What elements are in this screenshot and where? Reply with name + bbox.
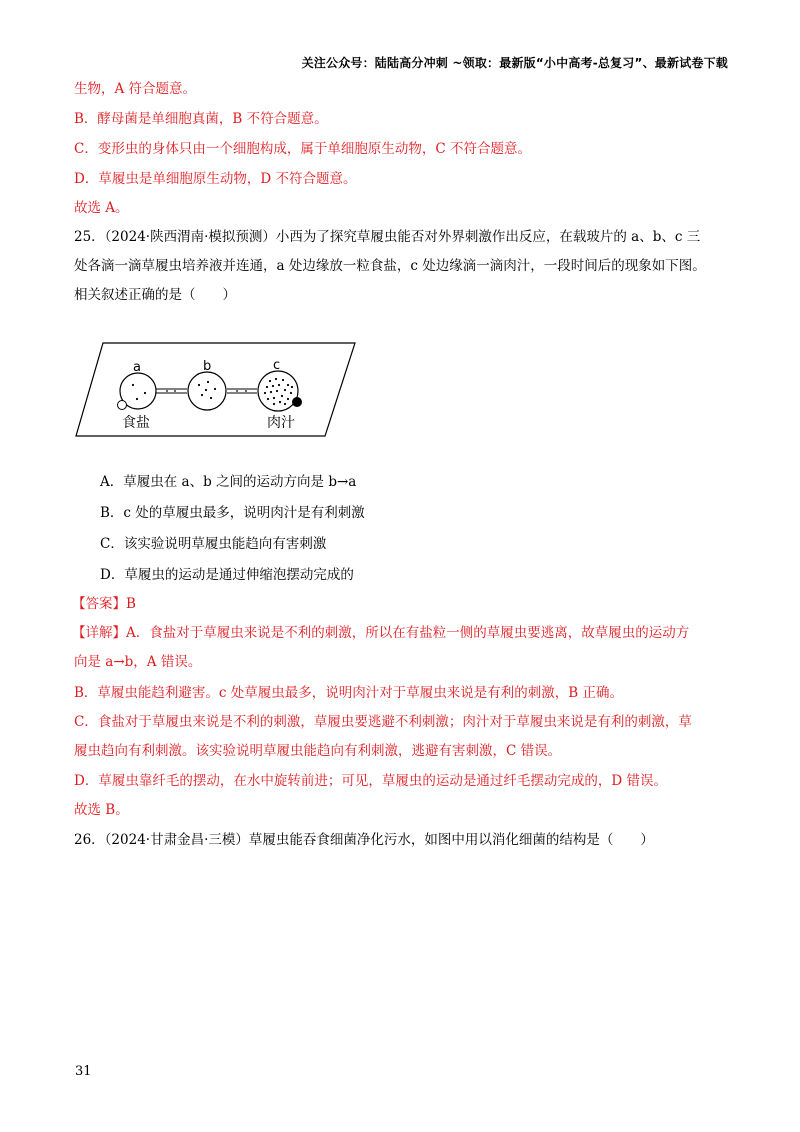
q25-explanation-line: 向是 a→b，A 错误。 <box>74 654 202 670</box>
q25-stem-line: 25．（2024·陕西渭南·模拟预测）小西为了探究草履虫能否对外界刺激作出反应，在载玻片的 a、b、c 三 <box>74 229 701 245</box>
page-number: 31 <box>75 1064 92 1079</box>
prev-explanation-line: C．变形虫的身体只由一个细胞构成，属于单细胞原生动物，C 不符合题意。 <box>74 141 531 157</box>
q25-stem-line: 相关叙述正确的是（ ） <box>74 287 236 303</box>
slide-diagram <box>75 338 360 438</box>
q25-explanation-line: B．草履虫能趋利避害。c 处草履虫最多，说明肉汁对于草履虫来说是有利的刺激，B 正确。 <box>74 685 623 701</box>
q25-option-d: D．草履虫的运动是通过伸缩泡摆动完成的 <box>100 567 354 583</box>
salt-grain <box>118 401 127 410</box>
q25-answer: 【答案】B <box>72 596 136 612</box>
label-b: b <box>203 359 212 374</box>
broth-drop <box>292 397 302 407</box>
q25-option-c: C．该实验说明草履虫能趋向有害刺激 <box>100 536 327 552</box>
q25-explanation-line: C．食盐对于草履虫来说是不利的刺激，草履虫要逃避不利刺激；肉汁对于草履虫来说是有利的刺激，草 <box>74 714 692 730</box>
q25-explanation-line: 【详解】A．食盐对于草履虫来说是不利的刺激，所以在有盐粒一侧的草履虫要逃离，故草履虫的运动方 <box>72 625 690 641</box>
drop-b <box>188 372 226 410</box>
q25-stem-line: 处各滴一滴草履虫培养液并连通，a 处边缘放一粒食盐，c 处边缘滴一滴肉汁，一段时间后的现象如下图。 <box>74 258 706 274</box>
q25-option-b: B．c 处的草履虫最多，说明肉汁是有利刺激 <box>100 505 365 521</box>
prev-explanation-line: 生物，A 符合题意。 <box>74 81 197 97</box>
q25-explanation-line: D．草履虫靠纤毛的摆动，在水中旋转前进；可见，草履虫的运动是通过纤毛摆动完成的，D 错误。 <box>74 773 667 789</box>
slide-figure <box>75 338 360 438</box>
page-header: 关注公众号：陆陆高分冲刺 ~领取：最新版“小中高考-总复习”、最新试卷下载 <box>301 56 728 70</box>
q26-stem: 26．（2024·甘肃金昌·三模）草履虫能吞食细菌净化污水，如图中用以消化细菌的结构是（ ） <box>74 832 654 848</box>
label-a: a <box>133 360 141 375</box>
prev-explanation-line: D．草履虫是单细胞原生动物，D 不符合题意。 <box>74 171 357 187</box>
q25-conclusion: 故选 B。 <box>74 802 129 818</box>
prev-explanation-line: B．酵母菌是单细胞真菌，B 不符合题意。 <box>74 111 328 127</box>
q25-explanation-line: 履虫趋向有利刺激。该实验说明草履虫能趋向有利刺激，逃避有害刺激，C 错误。 <box>74 743 562 759</box>
q25-option-a: A．草履虫在 a、b 之间的运动方向是 b→a <box>100 474 357 490</box>
prev-conclusion: 故选 A。 <box>74 200 129 216</box>
label-broth: 肉汁 <box>267 415 295 431</box>
label-c: c <box>273 358 281 373</box>
label-salt: 食盐 <box>122 415 150 431</box>
